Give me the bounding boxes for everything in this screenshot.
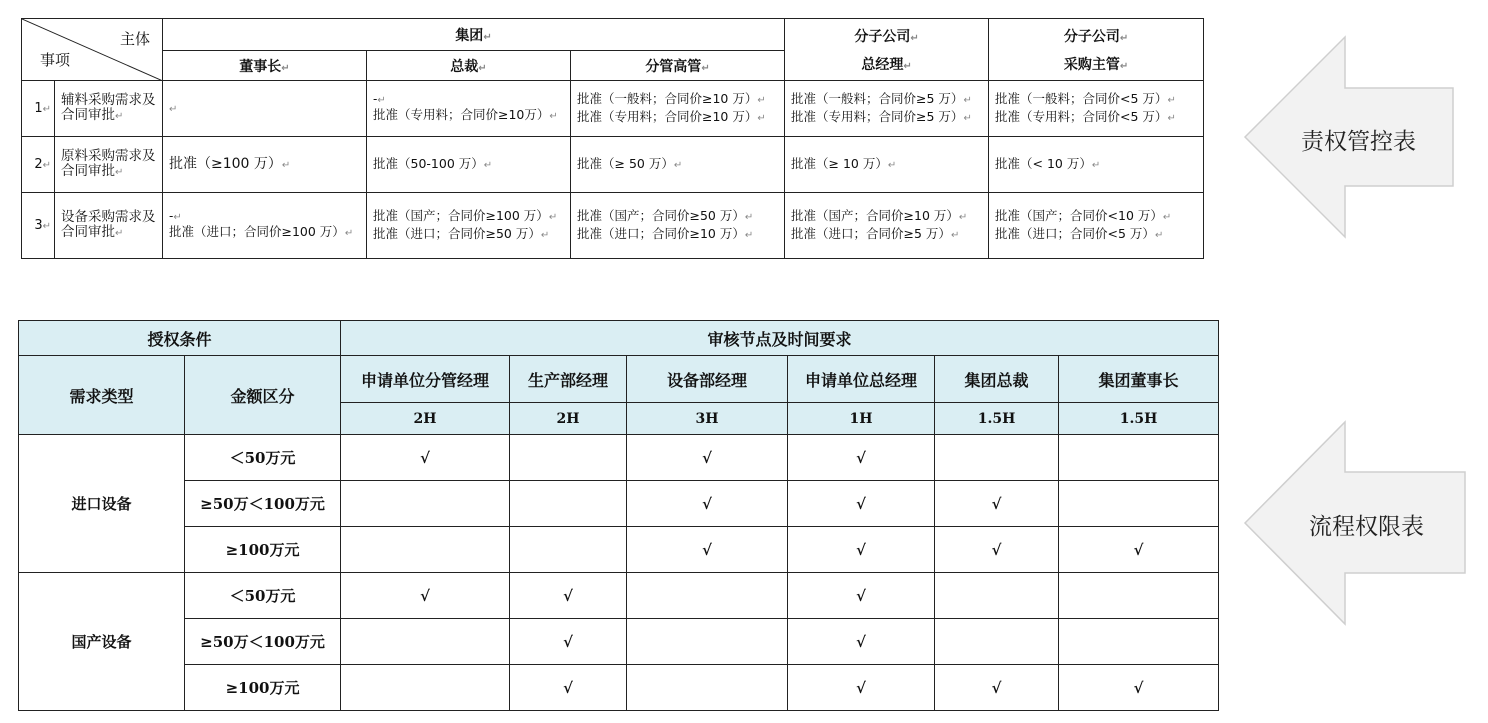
role-header: 生产部经理 — [510, 356, 627, 403]
approval-cell — [341, 435, 510, 481]
president-cell: -↵ 批准（专用料；合同价≥10万）↵ — [367, 81, 571, 137]
role-header: 设备部经理 — [627, 356, 788, 403]
amount-range-cell: ≥100万元 — [185, 665, 341, 711]
chairman-header: 董事长↵ — [163, 51, 367, 81]
row-item: 原料采购需求及合同审批↵ — [55, 137, 163, 193]
check-mark-icon: √ — [1133, 678, 1144, 697]
table-row — [19, 527, 1219, 573]
approval-cell — [935, 435, 1059, 481]
review-nodes-header: 审核节点及时间要求 — [341, 321, 1219, 356]
row-number: 2↵ — [22, 137, 55, 193]
vp-header: 分管高管↵ — [571, 51, 785, 81]
gm-cell: 批准（一般料；合同价≥5 万）↵ 批准（专用料；合同价≥5 万）↵ — [785, 81, 989, 137]
check-mark-icon: √ — [856, 586, 866, 605]
check-mark-icon: √ — [856, 540, 866, 559]
gm-cell: 批准（≥ 10 万）↵ — [785, 137, 989, 193]
president-cell: 批准（国产；合同价≥100 万）↵ 批准（进口；合同价≥50 万）↵ — [367, 193, 571, 259]
check-mark-icon: √ — [702, 448, 712, 467]
approval-cell — [627, 619, 788, 665]
check-mark-icon: √ — [420, 448, 430, 467]
approval-cell — [627, 527, 788, 573]
chairman-cell: ↵ — [163, 81, 367, 137]
role-header: 集团总裁 — [935, 356, 1059, 403]
check-mark-icon: √ — [702, 494, 712, 513]
check-mark-icon: √ — [1133, 540, 1144, 559]
approval-cell — [1059, 435, 1219, 481]
table-row — [19, 619, 1219, 665]
approval-cell — [341, 481, 510, 527]
table-row — [19, 481, 1219, 527]
process-authority-table — [18, 320, 1219, 711]
amount-range-cell: ≥100万元 — [185, 527, 341, 573]
group-header: 集团↵ — [163, 19, 785, 51]
approval-cell — [510, 619, 627, 665]
approval-cell — [510, 527, 627, 573]
approval-cell — [788, 481, 935, 527]
amount-range-cell: ≥50万＜100万元 — [185, 619, 341, 665]
check-mark-icon: √ — [991, 494, 1002, 513]
check-mark-icon: √ — [856, 632, 866, 651]
approval-cell — [341, 619, 510, 665]
approval-cell — [627, 481, 788, 527]
authority-control-table — [21, 18, 1204, 259]
approval-cell — [510, 481, 627, 527]
approval-cell — [510, 573, 627, 619]
approval-cell — [1059, 619, 1219, 665]
approval-cell — [627, 665, 788, 711]
approval-cell — [627, 435, 788, 481]
branch-header-2: 分子公司↵ 采购主管↵ — [989, 19, 1204, 81]
amount-range-header: 金额区分 — [185, 356, 341, 435]
time-requirement: 2H — [510, 403, 627, 435]
vp-cell: 批准（国产；合同价≥50 万）↵ 批准（进口；合同价≥10 万）↵ — [571, 193, 785, 259]
row-item: 设备采购需求及合同审批↵ — [55, 193, 163, 259]
table-row — [22, 81, 1204, 137]
row-number: 1↵ — [22, 81, 55, 137]
diagonal-header-cell — [22, 19, 163, 81]
approval-cell — [1059, 665, 1219, 711]
role-header: 集团董事长 — [1059, 356, 1219, 403]
arrow-label: 责权管控表 — [1301, 129, 1416, 155]
table-row — [19, 665, 1219, 711]
role-header: 申请单位分管经理 — [341, 356, 510, 403]
row-number: 3↵ — [22, 193, 55, 259]
check-mark-icon: √ — [563, 586, 573, 605]
amount-range-cell: ＜50万元 — [185, 573, 341, 619]
arrow-process-authority — [1243, 420, 1467, 626]
approval-cell — [1059, 573, 1219, 619]
check-mark-icon: √ — [856, 448, 866, 467]
arrow-label: 流程权限表 — [1309, 514, 1424, 540]
time-requirement: 1H — [788, 403, 935, 435]
branch-header-1: 分子公司↵ 总经理↵ — [785, 19, 989, 81]
check-mark-icon: √ — [563, 678, 573, 697]
approval-cell — [510, 435, 627, 481]
time-requirement: 1.5H — [1059, 403, 1219, 435]
chairman-cell: 批准（≥100 万）↵ — [163, 137, 367, 193]
purchasing-cell: 批准（< 10 万）↵ — [989, 137, 1204, 193]
check-mark-icon: √ — [563, 632, 573, 651]
president-header: 总裁↵ — [367, 51, 571, 81]
check-mark-icon: √ — [991, 678, 1002, 697]
demand-type-cell: 国产设备 — [19, 573, 185, 711]
time-requirement: 1.5H — [935, 403, 1059, 435]
time-requirement: 2H — [341, 403, 510, 435]
table-row — [22, 193, 1204, 259]
demand-type-header: 需求类型 — [19, 356, 185, 435]
approval-cell — [935, 573, 1059, 619]
table-row — [22, 137, 1204, 193]
approval-cell — [788, 665, 935, 711]
approval-cell — [788, 619, 935, 665]
approval-cell — [788, 573, 935, 619]
arrow-authority-control — [1243, 35, 1455, 239]
approval-cell — [788, 527, 935, 573]
approval-cell — [341, 527, 510, 573]
vp-cell: 批准（一般料；合同价≥10 万）↵ 批准（专用料；合同价≥10 万）↵ — [571, 81, 785, 137]
approval-cell — [788, 435, 935, 481]
matter-label: 事项 — [40, 51, 71, 69]
approval-cell — [935, 665, 1059, 711]
authority-rows — [19, 435, 1219, 711]
gm-cell: 批准（国产；合同价≥10 万）↵ 批准（进口；合同价≥5 万）↵ — [785, 193, 989, 259]
amount-range-cell: ≥50万＜100万元 — [185, 481, 341, 527]
approval-cell — [341, 665, 510, 711]
time-requirement: 3H — [627, 403, 788, 435]
check-mark-icon: √ — [991, 540, 1002, 559]
chairman-cell: -↵ 批准（进口；合同价≥100 万）↵ — [163, 193, 367, 259]
subject-label: 主体 — [119, 30, 150, 48]
vp-cell: 批准（≥ 50 万）↵ — [571, 137, 785, 193]
check-mark-icon: √ — [702, 540, 712, 559]
approval-cell — [1059, 527, 1219, 573]
check-mark-icon: √ — [420, 586, 430, 605]
role-header: 申请单位总经理 — [788, 356, 935, 403]
approval-cell — [935, 619, 1059, 665]
approval-cell — [510, 665, 627, 711]
purchasing-cell: 批准（一般料；合同价<5 万）↵ 批准（专用料；合同价<5 万）↵ — [989, 81, 1204, 137]
table-row — [19, 435, 1219, 481]
demand-type-cell: 进口设备 — [19, 435, 185, 573]
approval-cell — [1059, 481, 1219, 527]
purchasing-cell: 批准（国产；合同价<10 万）↵ 批准（进口；合同价<5 万）↵ — [989, 193, 1204, 259]
check-mark-icon: √ — [856, 494, 866, 513]
approval-cell — [935, 481, 1059, 527]
check-mark-icon: √ — [856, 678, 866, 697]
president-cell: 批准（50-100 万）↵ — [367, 137, 571, 193]
row-item: 辅料采购需求及合同审批↵ — [55, 81, 163, 137]
approval-cell — [341, 573, 510, 619]
approval-cell — [627, 573, 788, 619]
amount-range-cell: ＜50万元 — [185, 435, 341, 481]
auth-condition-header: 授权条件 — [19, 321, 341, 356]
table-row — [19, 573, 1219, 619]
approval-cell — [935, 527, 1059, 573]
